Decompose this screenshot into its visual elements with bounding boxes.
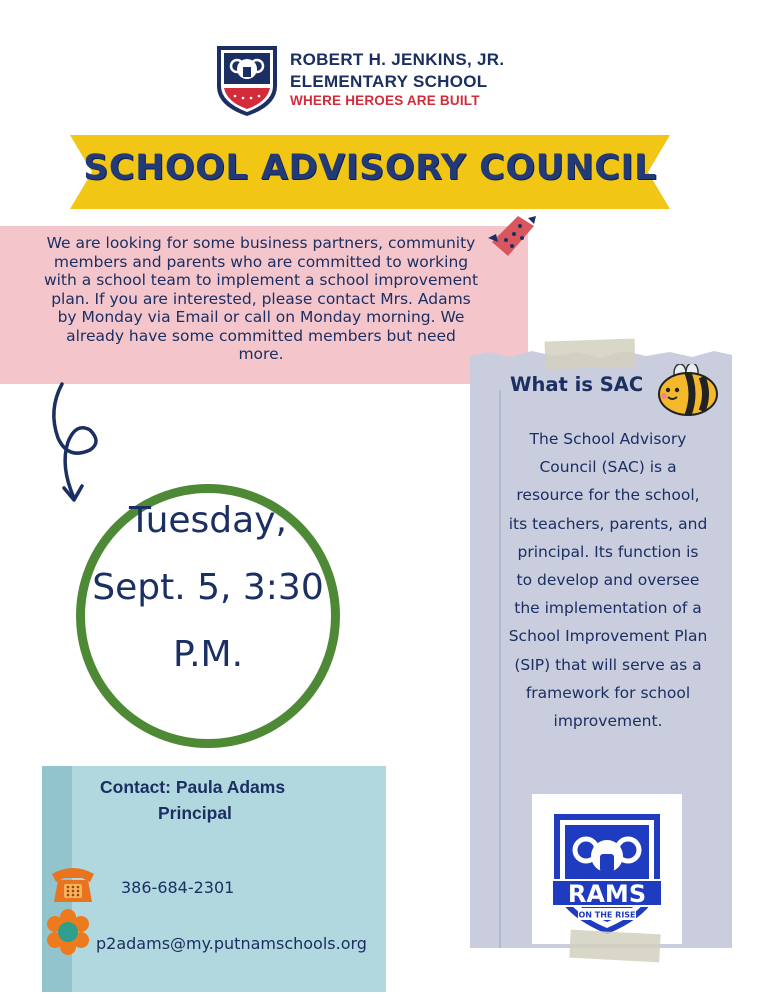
school-name-line-1: ROBERT H. JENKINS, JR. (290, 50, 505, 69)
contact-phone[interactable]: 386-684-2301 (121, 878, 235, 897)
school-logo-shield-icon (215, 42, 279, 118)
sac-description: The School Advisory Council (SAC) is a resource for the school, its teachers, parents, and principal. Its function is to develop and oversee the implementation of a School Improvement Plan (SIP) that will serve as a framework for school improvement. (508, 430, 708, 731)
rams-logo-word: RAMS (567, 880, 647, 908)
flower-icon (44, 908, 92, 956)
panel-tape-top (545, 338, 636, 369)
curly-arrow-icon (40, 380, 120, 510)
meeting-day: Tuesday, (129, 500, 287, 541)
meeting-date-time: Sept. 5, 3:30 (92, 567, 324, 608)
contact-title: Principal (158, 803, 232, 823)
contact-name: Contact: Paula Adams (100, 777, 286, 797)
school-tagline: WHERE HEROES ARE BUILT (290, 93, 480, 108)
panel-tape-bottom (569, 930, 660, 963)
school-name-line-2: ELEMENTARY SCHOOL (290, 72, 488, 91)
meeting-period: P.M. (172, 634, 244, 675)
star-tape-icon (488, 212, 538, 260)
intro-text: We are looking for some business partners, community members and parents who are committed to working with a school team to implement a school improvement plan. If you are interested, please contact Mrs. Adams by Monday via Email or call on Monday morning. We already have some committed members but need more. (43, 234, 479, 363)
telephone-icon (48, 860, 98, 906)
rams-mascot-logo (548, 808, 666, 936)
sac-heading: What is SAC (510, 373, 644, 396)
bee-icon (654, 364, 720, 418)
rams-logo-ribbon: ON THE RISE (578, 910, 636, 920)
contact-email[interactable]: p2adams@my.putnamschools.org (96, 934, 367, 953)
banner-title: SCHOOL ADVISORY COUNCIL (83, 148, 657, 188)
